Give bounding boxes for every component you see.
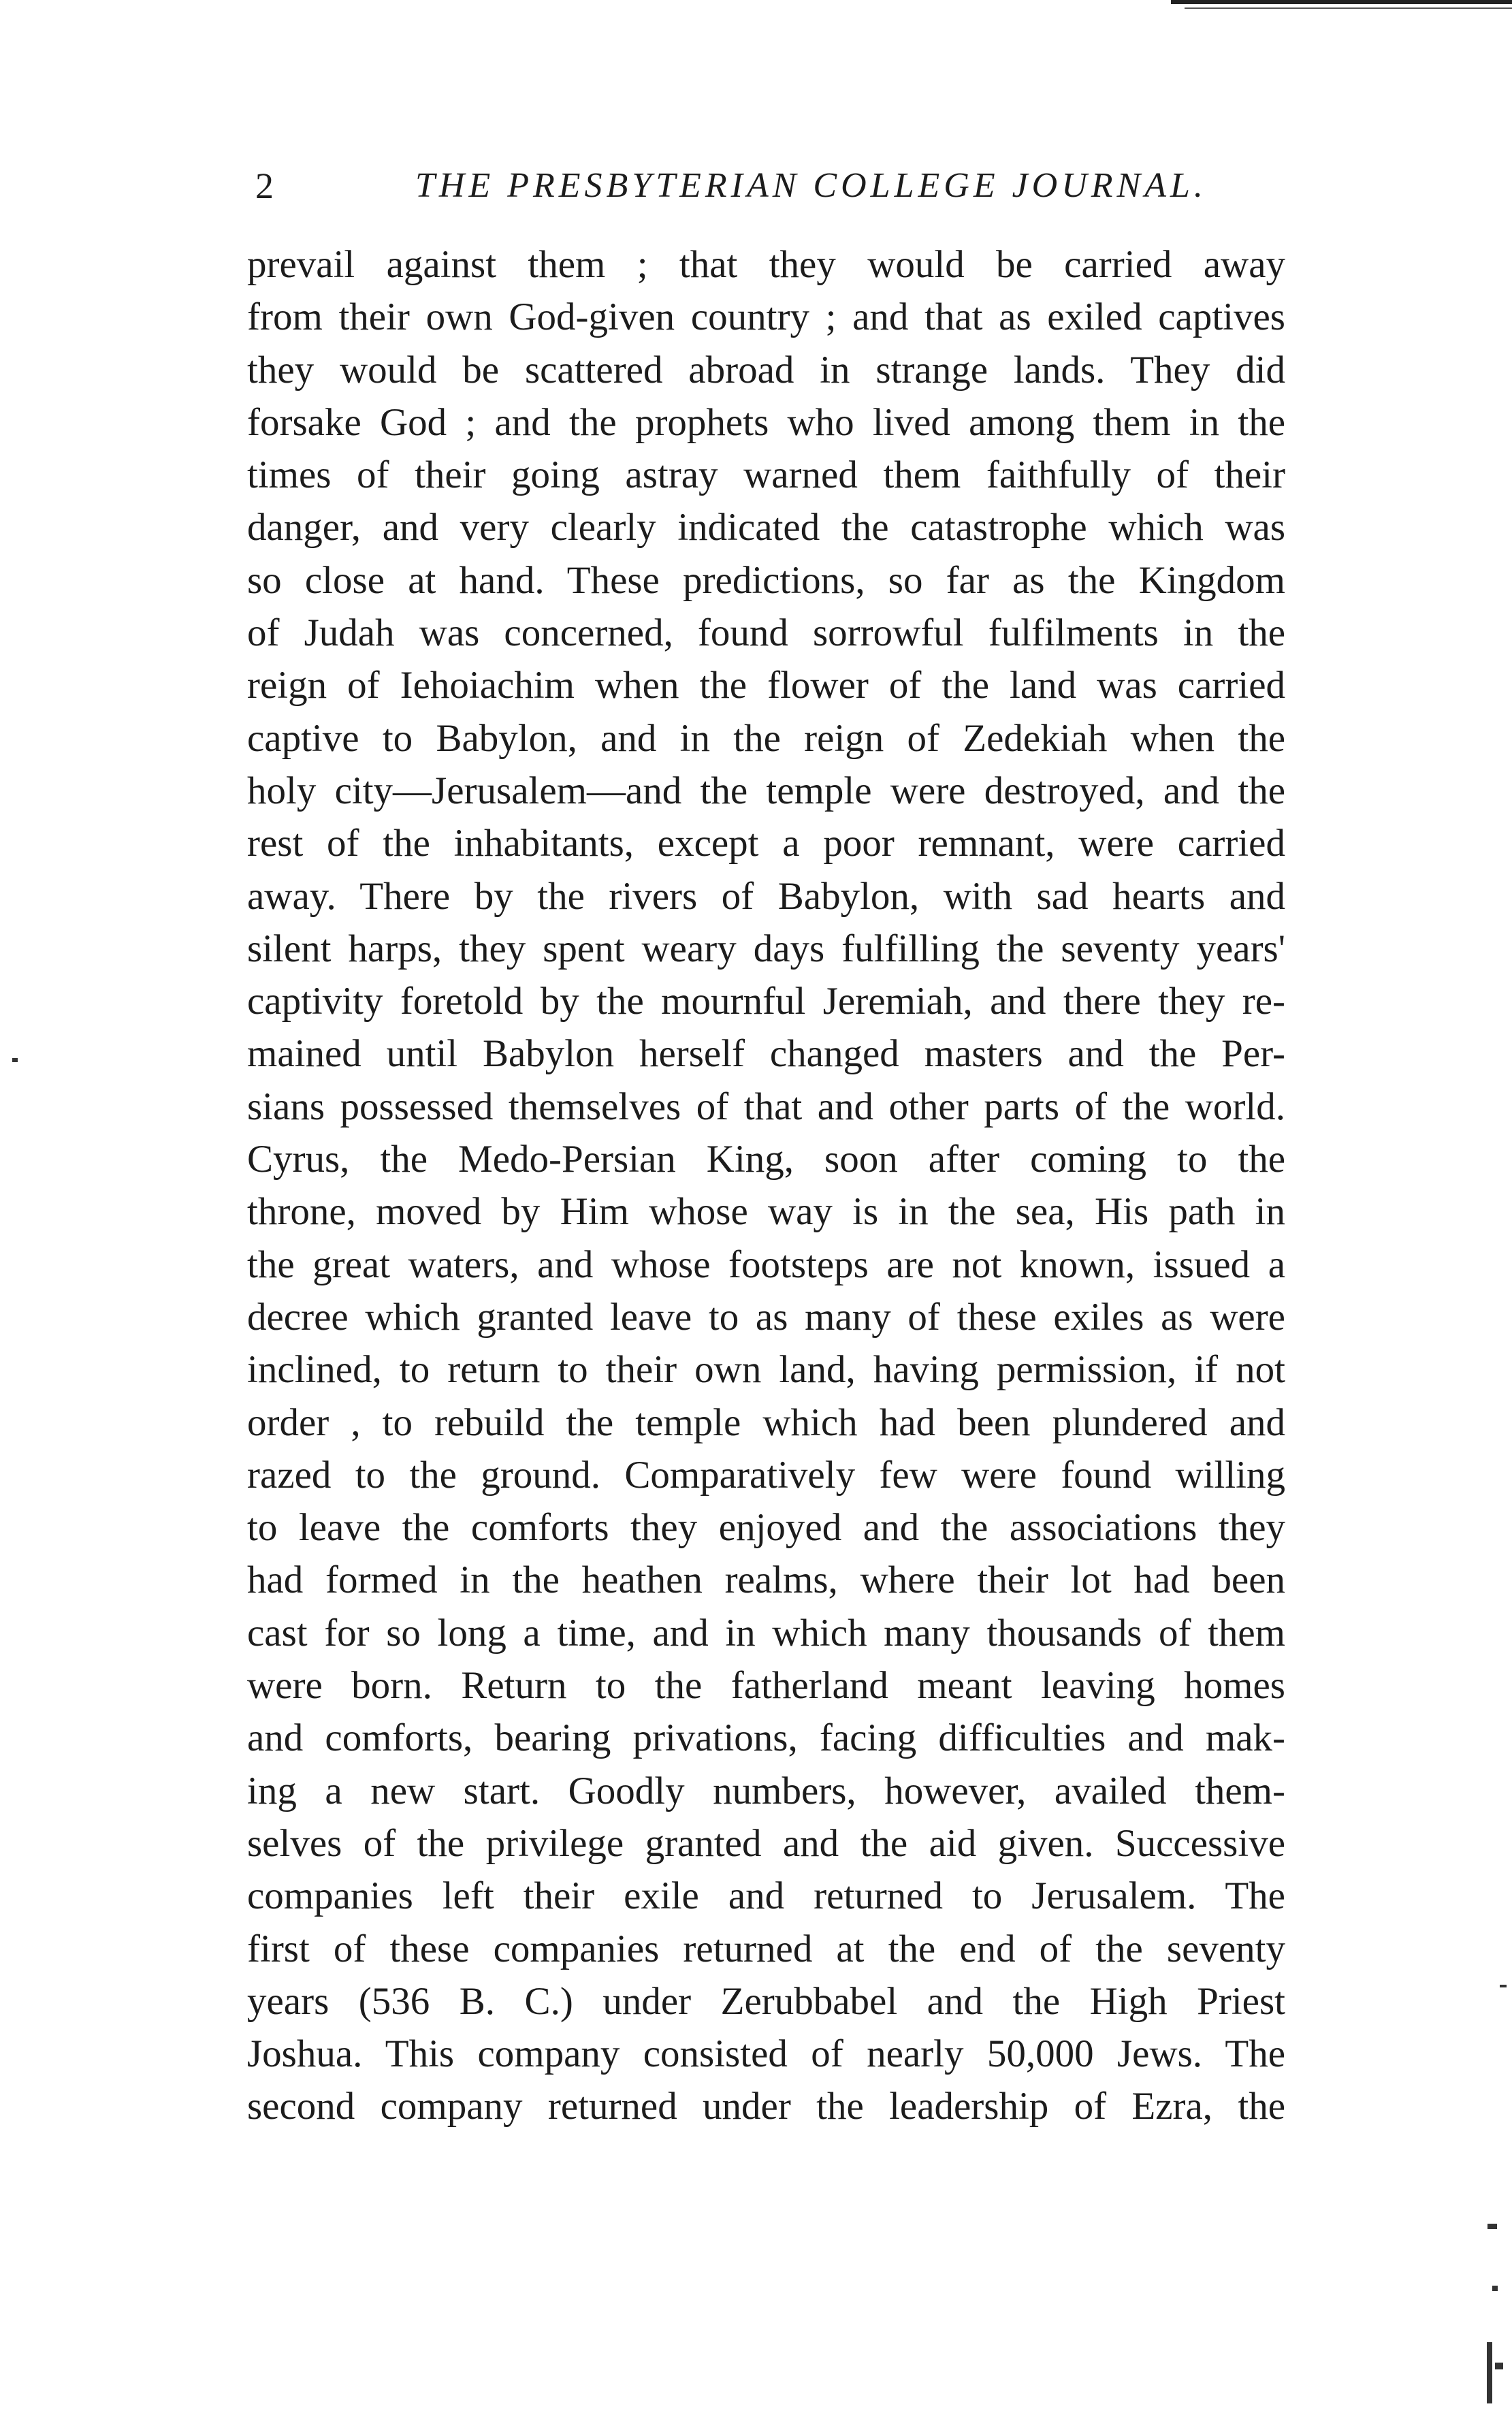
top-edge-rule-thin	[1185, 7, 1512, 9]
text-line: ing a new start. Goodly numbers, however, availed them-	[247, 1769, 1285, 1812]
text-line: silent harps, they spent weary days fulfilling the seventy years'	[247, 927, 1285, 970]
text-line: of Judah was concerned, found sorrowful fulfilments in the	[247, 611, 1285, 655]
margin-speck	[1487, 2224, 1497, 2229]
text-line: inclined, to return to their own land, having permission, if not	[247, 1348, 1285, 1392]
text-line: so close at hand. These predictions, so far as the Kingdom	[247, 558, 1285, 602]
text-line: decree which granted leave to as many of these exiles as were	[247, 1295, 1285, 1339]
text-line: cast for so long a time, and in which many thousands of them	[247, 1611, 1285, 1654]
margin-speck	[1495, 2363, 1503, 2369]
page-header	[255, 162, 1276, 210]
text-line: from their own God-given country ; and that as exiled captives	[247, 295, 1285, 339]
text-line: and comforts, bearing privations, facing difficulties and mak-	[247, 1716, 1285, 1760]
text-line: reign of Iehoiachim when the flower of the land was carried	[247, 664, 1285, 707]
text-line: order , to rebuild the temple which had been plundered and	[247, 1401, 1285, 1444]
text-line: rest of the inhabitants, except a poor remnant, were carried	[247, 822, 1285, 865]
text-line: holy city—Jerusalem—and the temple were destroyed, and the	[247, 769, 1285, 812]
text-line: Cyrus, the Medo-Persian King, soon after coming to the	[247, 1138, 1285, 1181]
running-title: THE PRESBYTERIAN COLLEGE JOURNAL.	[415, 166, 1207, 205]
page-number: 2	[255, 165, 274, 206]
body-text	[247, 238, 1285, 2133]
text-line: selves of the privilege granted and the aid given. Successive	[247, 1821, 1285, 1865]
text-line: captivity foretold by the mournful Jeremiah, and there they re-	[247, 980, 1285, 1023]
text-line: sians possessed themselves of that and other parts of the world.	[247, 1085, 1285, 1128]
text-line: the great waters, and whose footsteps are not known, issued a	[247, 1243, 1285, 1286]
text-line: were born. Return to the fatherland meant leaving homes	[247, 1664, 1285, 1708]
text-line: years (536 B. C.) under Zerubbabel and the High Priest	[247, 1979, 1285, 2023]
margin-speck	[1500, 1985, 1507, 1987]
text-line: away. There by the rivers of Babylon, with sad hearts and	[247, 874, 1285, 918]
text-line: they would be scattered abroad in strange lands. They did	[247, 348, 1285, 391]
text-line: danger, and very clearly indicated the catastrophe which was	[247, 506, 1285, 549]
text-line: first of these companies returned at the end of the seventy	[247, 1927, 1285, 1970]
text-line: had formed in the heathen realms, where their lot had been	[247, 1558, 1285, 1602]
text-line: razed to the ground. Comparatively few were found willing	[247, 1453, 1285, 1497]
text-line: times of their going astray warned them faithfully of their	[247, 453, 1285, 497]
margin-speck	[1487, 2342, 1492, 2403]
text-line: prevail against them ; that they would be carried away	[247, 243, 1285, 286]
top-edge-rule	[1171, 0, 1512, 4]
text-line: Joshua. This company consisted of nearly 50,000 Jews. The	[247, 2032, 1285, 2076]
text-line: forsake God ; and the prophets who lived among them in the	[247, 400, 1285, 444]
text-line: mained until Babylon herself changed masters and the Per-	[247, 1032, 1285, 1076]
text-line: companies left their exile and returned to Jerusalem. The	[247, 1874, 1285, 1918]
text-line: captive to Babylon, and in the reign of Zedekiah when the	[247, 716, 1285, 760]
text-line: to leave the comforts they enjoyed and the associations they	[247, 1506, 1285, 1550]
text-line: second company returned under the leadership of Ezra, the	[247, 2085, 1285, 2128]
margin-speck	[12, 1058, 18, 1062]
margin-speck	[1492, 2286, 1498, 2291]
text-line: throne, moved by Him whose way is in the sea, His path in	[247, 1190, 1285, 1234]
